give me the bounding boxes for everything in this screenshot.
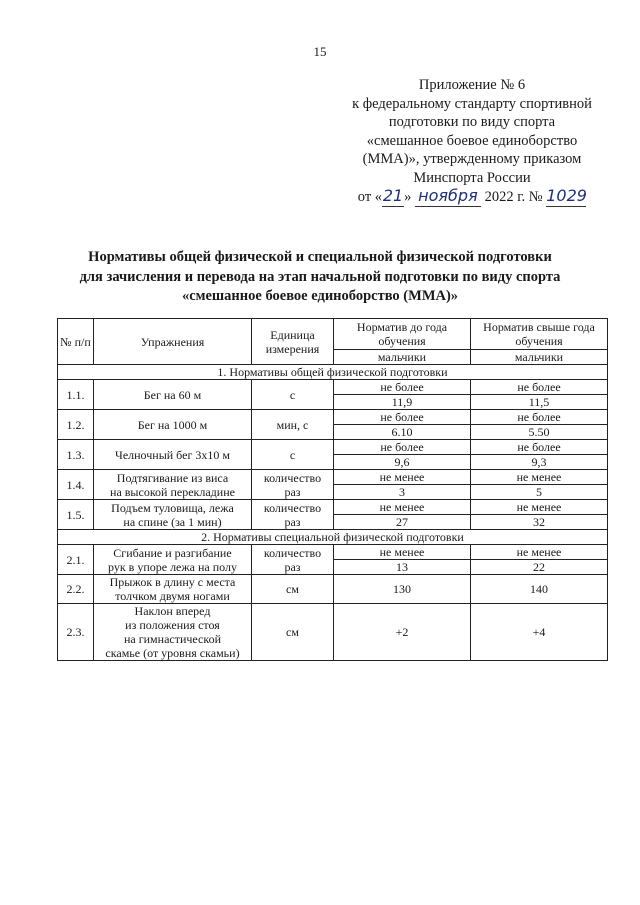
- section-title: 1. Нормативы общей физической подготовки: [58, 365, 608, 380]
- header-norm-over-year: Норматив свыше года обучения: [471, 319, 608, 350]
- table-row: 13 22: [58, 560, 608, 575]
- table-row: 2.2. Прыжок в длину с места толчком двумя ногами см 130 140: [58, 575, 608, 604]
- appendix-line: Минспорта России: [413, 169, 531, 186]
- document-title: Нормативы общей физической и специальной физической подготовки для зачисления и перевода на этап начальной подготовки по виду спорта «смешанное боевое единоборство (ММА)»: [79, 249, 561, 304]
- table-row: 2.1. Сгибание и разгибание рук в упоре лежа на полу количество раз не менее не менее: [58, 545, 608, 560]
- appendix-line: (ММА)», утвержденному приказом: [362, 151, 582, 167]
- table-row: 1.3. Челночный бег 3х10 м с не более не более: [58, 440, 608, 455]
- table-row: 9,6 9,3: [58, 455, 608, 470]
- handwritten-day: 21: [382, 186, 404, 205]
- section-title: 2. Нормативы специальной физической подготовки: [58, 530, 608, 545]
- norms-table: [57, 318, 608, 661]
- table-row: 27 32: [58, 515, 608, 530]
- section-row: [58, 365, 608, 380]
- appendix-title: Приложение № 6: [418, 77, 526, 93]
- header-boys: мальчики: [471, 350, 608, 365]
- table-row: 11,9 11,5: [58, 395, 608, 410]
- appendix-header: [344, 76, 600, 207]
- table-row: 1.1. Бег на 60 м с не более не более: [58, 380, 608, 395]
- table-header-row: [58, 319, 608, 350]
- handwritten-order-number: 1029: [546, 186, 587, 205]
- section-row: [58, 530, 608, 545]
- table-row: 3 5: [58, 485, 608, 500]
- appendix-line: подготовки по виду спорта: [388, 114, 556, 130]
- header-num: № п/п: [58, 319, 94, 365]
- table-row: 1.2. Бег на 1000 м мин, с не более не более: [58, 410, 608, 425]
- appendix-line: к федеральному стандарту спортивной: [352, 95, 592, 112]
- table-row: 1.4. Подтягивание из виса на высокой перекладине количество раз не менее не менее: [58, 470, 608, 485]
- table-row: 1.5. Подъем туловища, лежа на спине (за 1 мин) количество раз не менее не менее: [58, 500, 608, 515]
- table-row: 2.3. Наклон вперед из положения стоя на гимнастической скамье (от уровня скамьи) см +2 +4: [58, 604, 608, 661]
- order-date-line: от «21» ноября 2022 г. № 1029: [357, 186, 587, 205]
- header-boys: мальчики: [334, 350, 471, 365]
- page-number: 15: [313, 44, 327, 59]
- table-row: 6.10 5.50: [58, 425, 608, 440]
- handwritten-month: ноября: [415, 187, 481, 207]
- appendix-line: «смешанное боевое единоборство: [366, 132, 578, 149]
- header-norm-under-year: Норматив до года обучения: [334, 319, 471, 350]
- header-exercise: Упражнения: [94, 319, 252, 365]
- header-unit: Единица измерения: [252, 319, 334, 365]
